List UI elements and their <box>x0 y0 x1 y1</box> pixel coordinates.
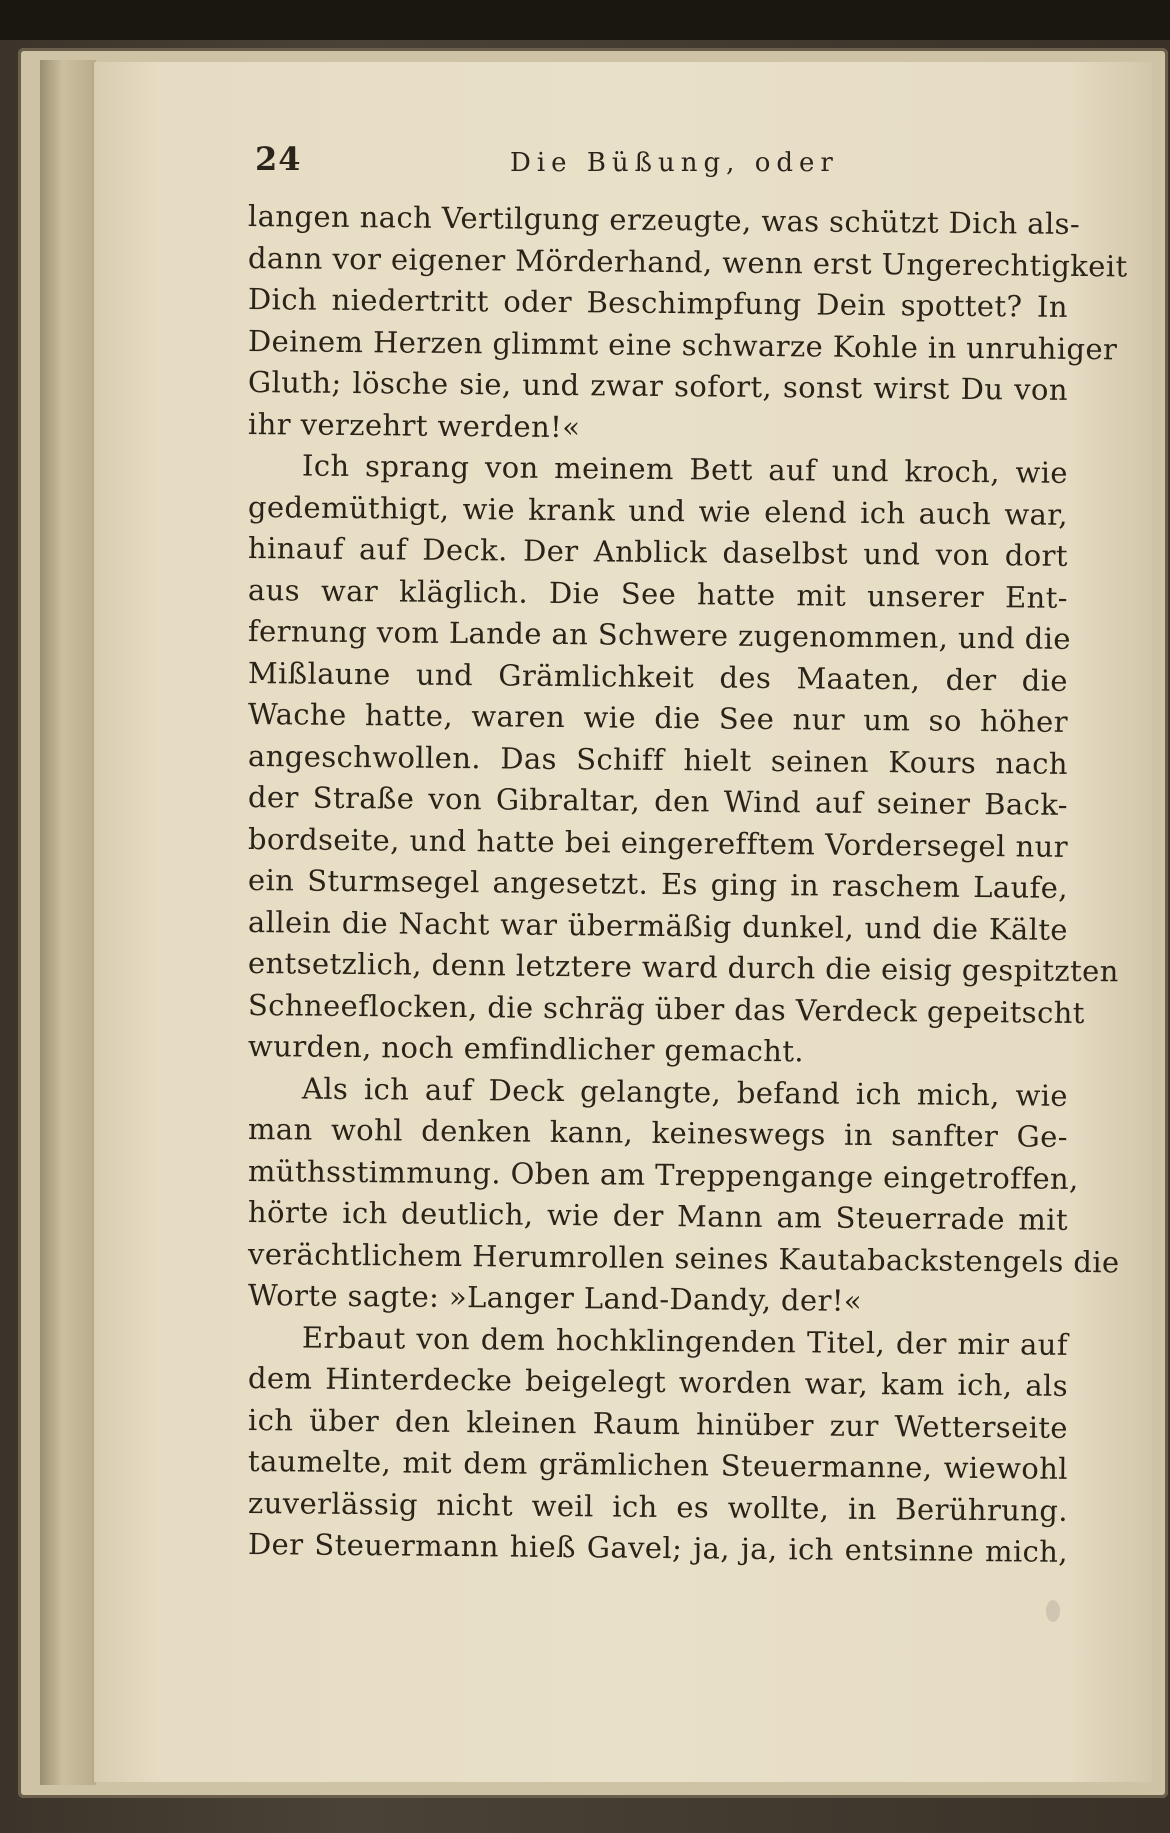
text-line: entsetzlich, denn letztere ward durch die eisig gespitzten <box>247 946 1119 989</box>
text-line: zuverlässig nicht weil ich es wollte, in Berührung. <box>247 1485 1069 1528</box>
text-line: verächtlichem Herumrollen seines Kautabackstengels die <box>247 1236 1120 1279</box>
text-line: müthsstimmung. Oben am Treppengange eingetroffen, <box>247 1153 1079 1196</box>
text-line: taumelte, mit dem grämlichen Steuermanne, wiewohl <box>247 1444 1069 1486</box>
text-line: dem Hinterdecke beigelegt worden war, kam ich, als <box>247 1361 1069 1403</box>
text-line: dann vor eigener Mörderhand, wenn erst Ungerechtigkeit <box>247 240 1128 283</box>
text-line: man wohl denken kann, keineswegs in sanfter Ge- <box>247 1112 1069 1154</box>
text-line: Gluth; lösche sie, und zwar sofort, sonst wirst Du von <box>247 365 1069 407</box>
text-line: gedemüthigt, wie krank und wie elend ich auch war, <box>247 489 1069 532</box>
page-number: 24 <box>255 140 302 178</box>
scan-background <box>0 0 1170 40</box>
text-line: hinauf auf Deck. Der Anblick daselbst und von dort <box>247 531 1069 573</box>
text-line: Der Steuermann hieß Gavel; ja, ja, ich entsinne mich, <box>247 1527 1069 1569</box>
text-line: bordseite, und hatte bei eingerefftem Vordersegel nur <box>247 821 1069 864</box>
text-line: angeschwollen. Das Schiff hielt seinen Kours nach <box>247 738 1069 781</box>
text-line: ein Sturmsegel angesetzt. Es ging in raschem Laufe, <box>247 863 1069 905</box>
text-line: Mißlaune und Grämlichkeit des Maaten, der die <box>247 655 1069 698</box>
text-line: Ich sprang von meinem Bett auf und kroch, wie <box>301 448 1069 490</box>
text-line: langen nach Vertilgung erzeugte, was schützt Dich als- <box>247 199 1081 241</box>
text-line: ihr verzehrt werden!« <box>247 406 581 444</box>
text-line: allein die Nacht war übermäßig dunkel, und die Kälte <box>247 904 1069 947</box>
running-title: Die Büßung, oder <box>510 148 839 178</box>
text-line: Als ich auf Deck gelangte, befand ich mich, wie <box>301 1071 1069 1113</box>
ink-smudge <box>1046 1600 1060 1622</box>
text-line: aus war kläglich. Die See hatte mit unserer Ent- <box>247 572 1069 615</box>
text-line: hörte ich deutlich, wie der Mann am Steuerrade mit <box>247 1195 1069 1237</box>
text-line: wurden, noch emfindlicher gemacht. <box>247 1029 805 1069</box>
text-line: Deinem Herzen glimmt eine schwarze Kohle in unruhiger <box>247 323 1118 366</box>
text-line: ich über den kleinen Raum hinüber zur Wetterseite <box>247 1402 1069 1445</box>
text-line: Dich niedertritt oder Beschimpfung Dein spottet? In <box>247 282 1069 324</box>
text-line: der Straße von Gibraltar, den Wind auf seiner Back- <box>247 780 1069 822</box>
page-header <box>255 140 1095 190</box>
binding-gutter <box>40 60 96 1785</box>
text-line: Worte sagte: »Langer Land-Dandy, der!« <box>247 1278 863 1318</box>
text-line: Wache hatte, waren wie die See nur um so höher <box>247 697 1069 739</box>
text-line: Schneeflocken, die schräg über das Verdeck gepeitscht <box>247 987 1085 1030</box>
text-line: Erbaut von dem hochklingenden Titel, der mir auf <box>301 1320 1069 1362</box>
body-text <box>247 196 1128 1569</box>
text-line: fernung vom Lande an Schwere zugenommen, und die <box>247 614 1072 656</box>
